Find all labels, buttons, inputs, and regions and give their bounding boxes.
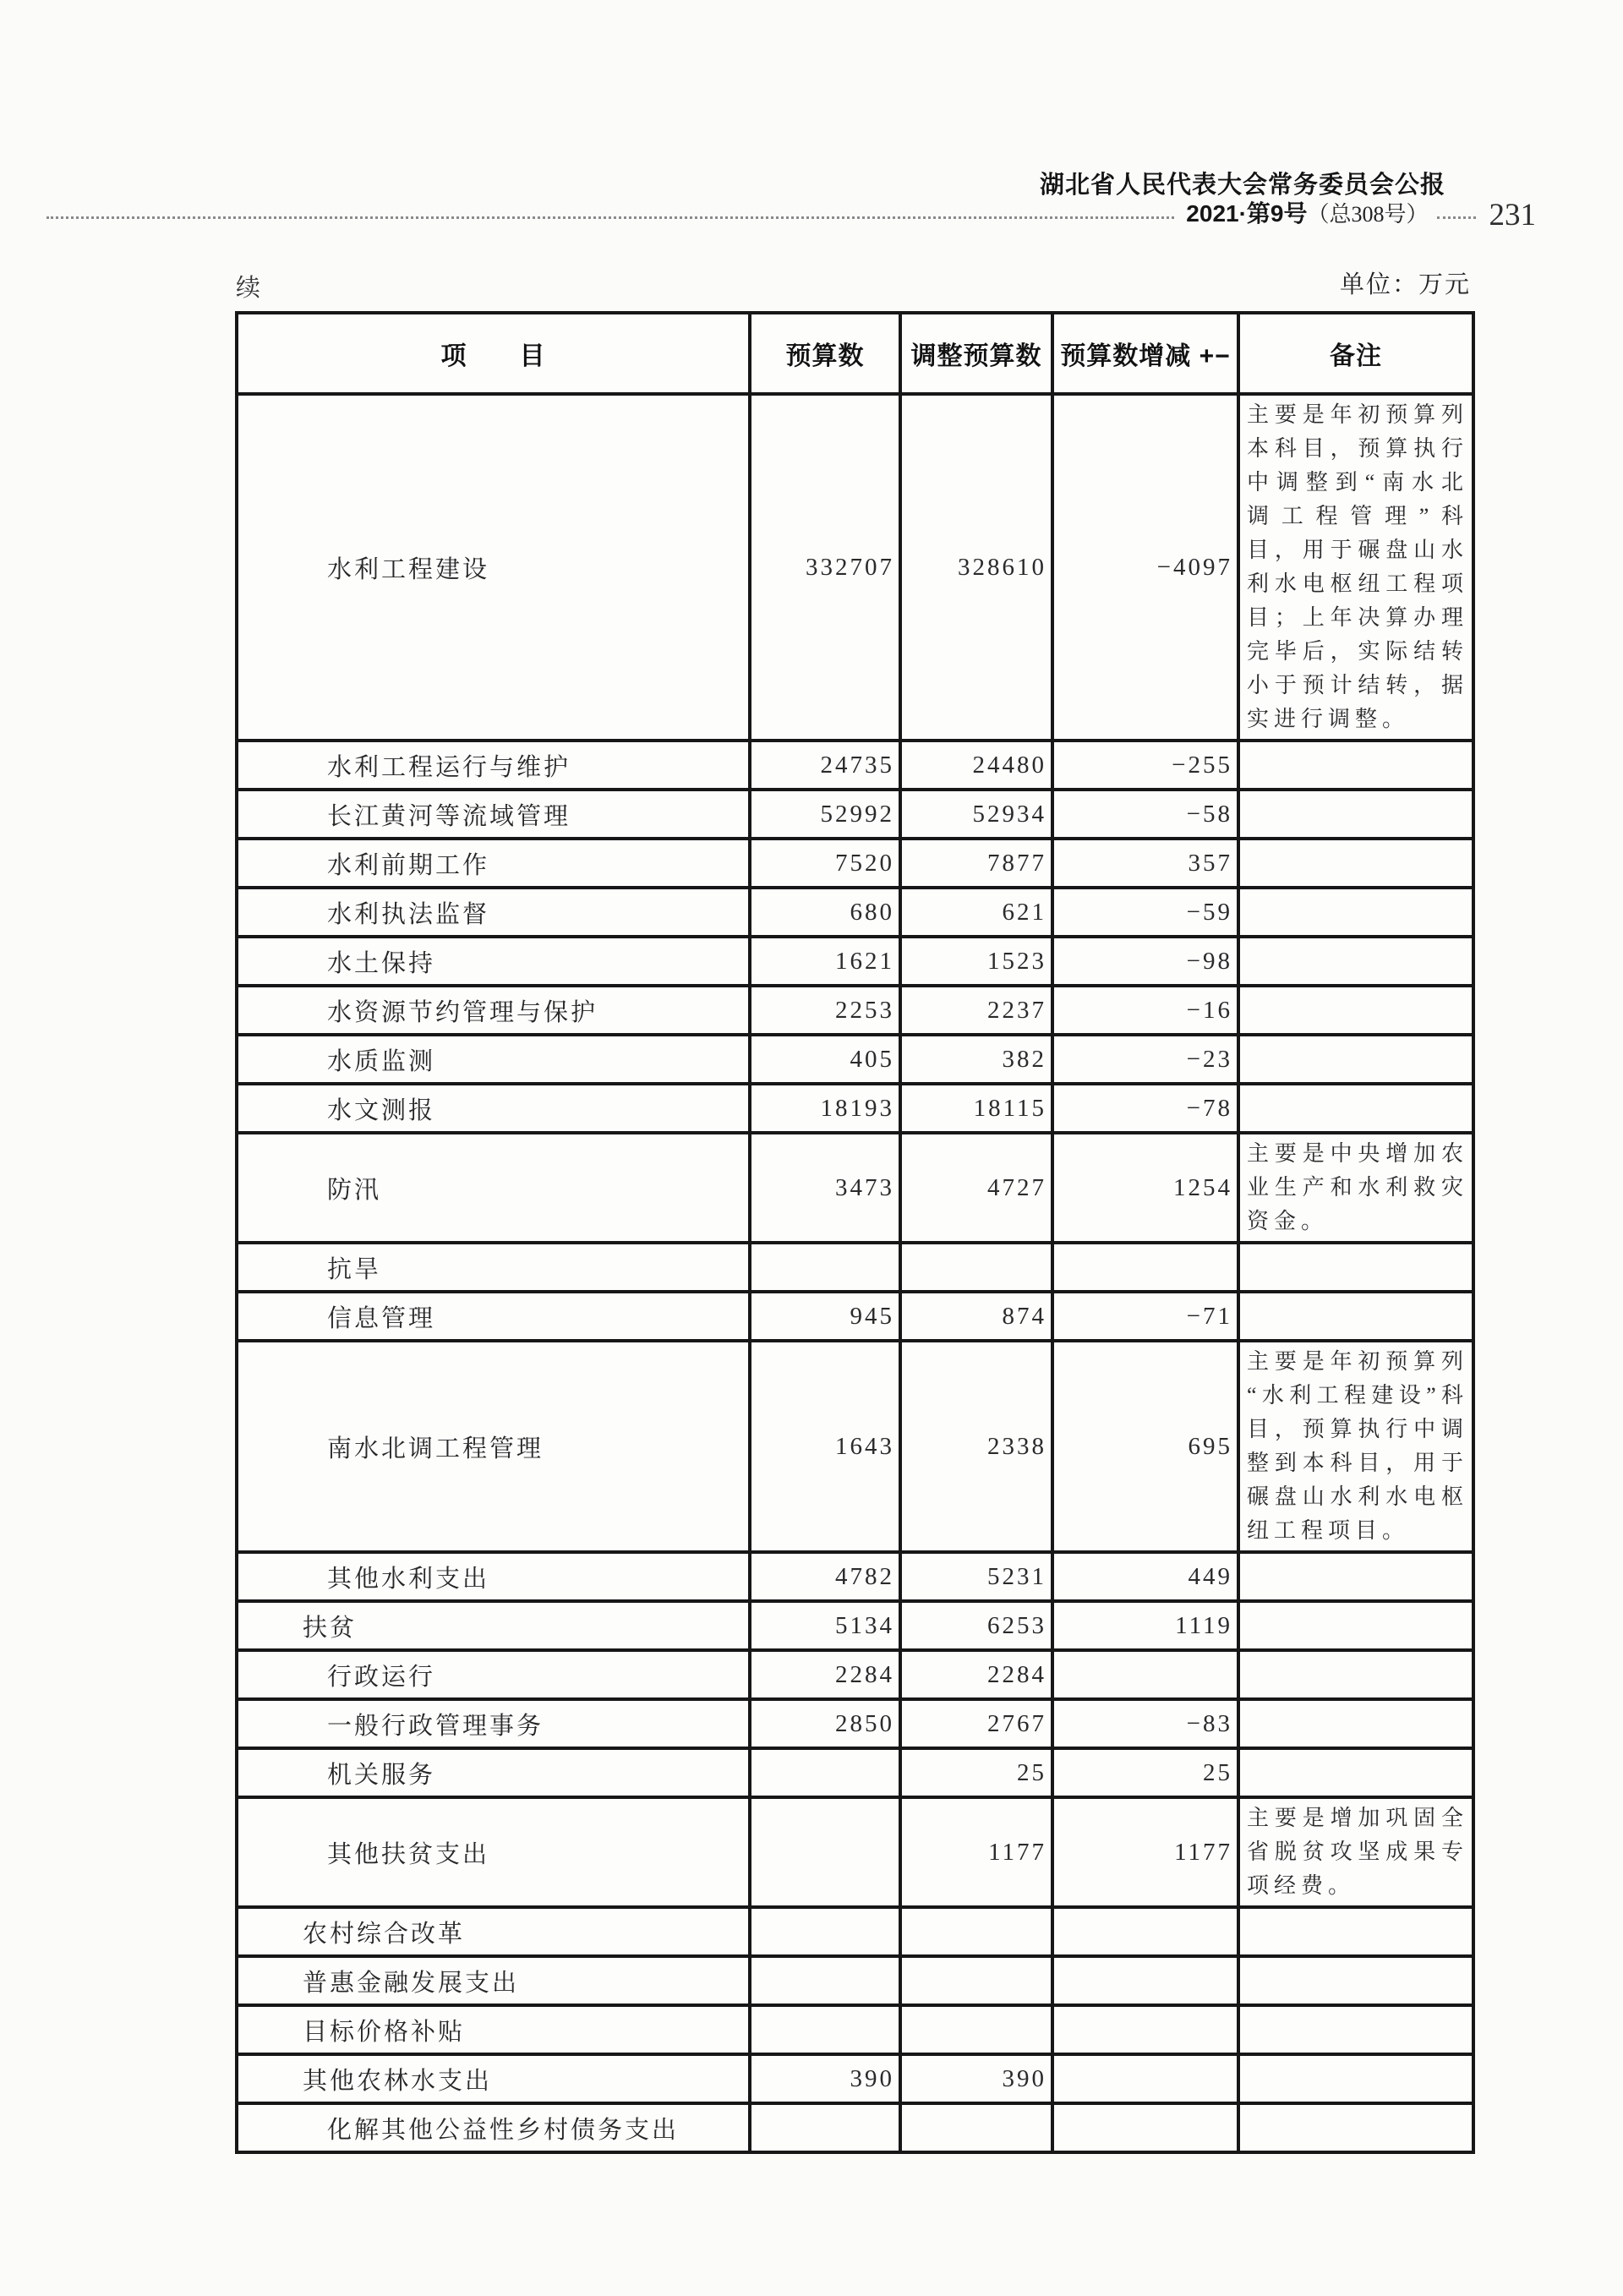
remark-cell xyxy=(1238,1552,1473,1601)
budget-cell: 18193 xyxy=(750,1084,900,1133)
adjusted-cell: 24480 xyxy=(900,741,1052,790)
adjusted-cell: 25 xyxy=(900,1748,1052,1797)
table-row xyxy=(237,1748,1473,1797)
adjusted-cell: 18115 xyxy=(900,1084,1052,1133)
item-cell: 水利前期工作 xyxy=(237,839,750,888)
budget-cell xyxy=(750,1907,900,1956)
adjusted-cell: 2284 xyxy=(900,1650,1052,1699)
table-row xyxy=(237,839,1473,888)
adjusted-cell: 382 xyxy=(900,1035,1052,1084)
table-row xyxy=(237,2103,1473,2152)
table-row xyxy=(237,1601,1473,1650)
change-cell: −98 xyxy=(1052,937,1238,986)
item-cell: 其他水利支出 xyxy=(237,1552,750,1601)
remark-cell xyxy=(1238,839,1473,888)
remark-cell xyxy=(1238,741,1473,790)
adjusted-cell: 328610 xyxy=(900,394,1052,741)
remark-cell xyxy=(1238,1243,1473,1292)
item-cell: 机关服务 xyxy=(237,1748,750,1797)
table-row xyxy=(237,1341,1473,1552)
item-cell: 水利工程建设 xyxy=(237,394,750,741)
issue-number: 2021·第9号 xyxy=(1186,200,1308,227)
table-row xyxy=(237,1243,1473,1292)
change-cell xyxy=(1052,1907,1238,1956)
table-row xyxy=(237,1907,1473,1956)
item-cell: 其他农林水支出 xyxy=(237,2054,750,2103)
adjusted-cell: 7877 xyxy=(900,839,1052,888)
change-cell: 449 xyxy=(1052,1552,1238,1601)
budget-cell xyxy=(750,1748,900,1797)
adjusted-cell: 1177 xyxy=(900,1797,1052,1907)
remark-cell xyxy=(1238,790,1473,839)
item-cell: 化解其他公益性乡村债务支出 xyxy=(237,2103,750,2152)
item-cell: 水质监测 xyxy=(237,1035,750,1084)
column-header-change: 预算数增减 +− xyxy=(1052,313,1238,394)
adjusted-cell: 52934 xyxy=(900,790,1052,839)
remark-cell xyxy=(1238,1748,1473,1797)
change-cell: 695 xyxy=(1052,1341,1238,1552)
table-row xyxy=(237,1650,1473,1699)
budget-cell: 2284 xyxy=(750,1650,900,1699)
table-row xyxy=(237,2054,1473,2103)
table-row xyxy=(237,1699,1473,1748)
adjusted-cell: 874 xyxy=(900,1292,1052,1341)
issue-line xyxy=(1174,195,1436,229)
item-cell: 水利工程运行与维护 xyxy=(237,741,750,790)
table-body xyxy=(237,394,1473,2152)
bulletin-title: 湖北省人民代表大会常务委员会公报 xyxy=(1039,172,1445,199)
change-cell xyxy=(1052,2103,1238,2152)
table-row xyxy=(237,790,1473,839)
column-header-remark: 备注 xyxy=(1238,313,1473,394)
adjusted-cell: 2767 xyxy=(900,1699,1052,1748)
change-cell xyxy=(1052,1243,1238,1292)
remark-cell xyxy=(1238,2005,1473,2054)
remark-cell xyxy=(1238,2103,1473,2152)
item-cell: 抗旱 xyxy=(237,1243,750,1292)
change-cell: 1119 xyxy=(1052,1601,1238,1650)
change-cell xyxy=(1052,2005,1238,2054)
item-cell: 普惠金融发展支出 xyxy=(237,1956,750,2005)
item-cell: 长江黄河等流域管理 xyxy=(237,790,750,839)
remark-cell xyxy=(1238,888,1473,937)
change-cell: −23 xyxy=(1052,1035,1238,1084)
remark-cell xyxy=(1238,986,1473,1035)
table-row xyxy=(237,888,1473,937)
table-header-row xyxy=(237,313,1473,394)
budget-cell xyxy=(750,2005,900,2054)
change-cell: −255 xyxy=(1052,741,1238,790)
budget-cell: 4782 xyxy=(750,1552,900,1601)
item-cell: 扶贫 xyxy=(237,1601,750,1650)
adjusted-cell: 2237 xyxy=(900,986,1052,1035)
budget-cell xyxy=(750,2103,900,2152)
budget-cell xyxy=(750,1243,900,1292)
change-cell xyxy=(1052,1956,1238,2005)
unit-label: 单位：万元 xyxy=(1339,271,1471,298)
remark-cell xyxy=(1238,1907,1473,1956)
table-row xyxy=(237,1956,1473,2005)
budget-cell: 945 xyxy=(750,1292,900,1341)
change-cell xyxy=(1052,1650,1238,1699)
table-row xyxy=(237,1552,1473,1601)
item-cell: 行政运行 xyxy=(237,1650,750,1699)
adjusted-cell xyxy=(900,1956,1052,2005)
item-cell: 水资源节约管理与保护 xyxy=(237,986,750,1035)
budget-cell: 1643 xyxy=(750,1341,900,1552)
budget-cell: 2253 xyxy=(750,986,900,1035)
item-cell: 其他扶贫支出 xyxy=(237,1797,750,1907)
column-header-item: 项 目 xyxy=(237,313,750,394)
change-cell: −16 xyxy=(1052,986,1238,1035)
remark-cell xyxy=(1238,1601,1473,1650)
dotted-leader-left xyxy=(46,216,1174,219)
adjusted-cell xyxy=(900,1907,1052,1956)
table-row xyxy=(237,2005,1473,2054)
remark-cell xyxy=(1238,2054,1473,2103)
remark-cell: 主要是中央增加农业生产和水利救灾资金。 xyxy=(1238,1133,1473,1243)
adjusted-cell xyxy=(900,2005,1052,2054)
remark-cell xyxy=(1238,1650,1473,1699)
budget-cell: 7520 xyxy=(750,839,900,888)
column-header-adjusted: 调整预算数 xyxy=(900,313,1052,394)
change-cell: −59 xyxy=(1052,888,1238,937)
table-row xyxy=(237,986,1473,1035)
adjusted-cell: 621 xyxy=(900,888,1052,937)
continued-label: 续 xyxy=(236,275,261,302)
change-cell: 1177 xyxy=(1052,1797,1238,1907)
budget-cell: 3473 xyxy=(750,1133,900,1243)
budget-cell: 24735 xyxy=(750,741,900,790)
adjusted-cell xyxy=(900,2103,1052,2152)
remark-cell: 主要是年初预算列“水利工程建设”科目，预算执行中调整到本科目，用于碾盘山水利水电枢纽工程项目。 xyxy=(1238,1341,1473,1552)
remark-cell xyxy=(1238,1956,1473,2005)
item-cell: 目标价格补贴 xyxy=(237,2005,750,2054)
budget-cell xyxy=(750,1797,900,1907)
budget-cell: 52992 xyxy=(750,790,900,839)
item-cell: 防汛 xyxy=(237,1133,750,1243)
item-cell: 水利执法监督 xyxy=(237,888,750,937)
issue-total-number: （总308号） xyxy=(1307,202,1429,227)
table-row xyxy=(237,741,1473,790)
budget-cell: 405 xyxy=(750,1035,900,1084)
remark-cell xyxy=(1238,1084,1473,1133)
remark-cell: 主要是增加巩固全省脱贫攻坚成果专项经费。 xyxy=(1238,1797,1473,1907)
table-row xyxy=(237,1797,1473,1907)
remark-cell xyxy=(1238,937,1473,986)
table-row xyxy=(237,1084,1473,1133)
table-row xyxy=(237,1292,1473,1341)
budget-adjustment-table xyxy=(235,311,1475,2154)
change-cell xyxy=(1052,2054,1238,2103)
table-row xyxy=(237,937,1473,986)
adjusted-cell: 6253 xyxy=(900,1601,1052,1650)
change-cell: −71 xyxy=(1052,1292,1238,1341)
adjusted-cell: 2338 xyxy=(900,1341,1052,1552)
remark-cell xyxy=(1238,1699,1473,1748)
change-cell: −4097 xyxy=(1052,394,1238,741)
budget-cell: 2850 xyxy=(750,1699,900,1748)
budget-cell xyxy=(750,1956,900,2005)
remark-cell xyxy=(1238,1035,1473,1084)
change-cell: −58 xyxy=(1052,790,1238,839)
budget-cell: 1621 xyxy=(750,937,900,986)
item-cell: 水土保持 xyxy=(237,937,750,986)
item-cell: 南水北调工程管理 xyxy=(237,1341,750,1552)
change-cell: 25 xyxy=(1052,1748,1238,1797)
page-number: 231 xyxy=(1489,198,1536,232)
dotted-leader-right xyxy=(1437,216,1476,219)
table-row xyxy=(237,1133,1473,1243)
adjusted-cell: 5231 xyxy=(900,1552,1052,1601)
adjusted-cell: 1523 xyxy=(900,937,1052,986)
item-cell: 水文测报 xyxy=(237,1084,750,1133)
change-cell: 357 xyxy=(1052,839,1238,888)
change-cell: −78 xyxy=(1052,1084,1238,1133)
adjusted-cell xyxy=(900,1243,1052,1292)
masthead-rule-row xyxy=(46,195,1536,232)
budget-cell: 332707 xyxy=(750,394,900,741)
change-cell: 1254 xyxy=(1052,1133,1238,1243)
column-header-budget: 预算数 xyxy=(750,313,900,394)
table-row xyxy=(237,394,1473,741)
change-cell: −83 xyxy=(1052,1699,1238,1748)
budget-cell: 390 xyxy=(750,2054,900,2103)
remark-cell: 主要是年初预算列本科目，预算执行中调整到“南水北调工程管理”科目，用于碾盘山水利水电枢纽工程项目；上年决算办理完毕后，实际结转小于预计结转，据实进行调整。 xyxy=(1238,394,1473,741)
item-cell: 信息管理 xyxy=(237,1292,750,1341)
remark-cell xyxy=(1238,1292,1473,1341)
budget-cell: 5134 xyxy=(750,1601,900,1650)
item-cell: 农村综合改革 xyxy=(237,1907,750,1956)
adjusted-cell: 4727 xyxy=(900,1133,1052,1243)
budget-cell: 680 xyxy=(750,888,900,937)
item-cell: 一般行政管理事务 xyxy=(237,1699,750,1748)
table-row xyxy=(237,1035,1473,1084)
adjusted-cell: 390 xyxy=(900,2054,1052,2103)
